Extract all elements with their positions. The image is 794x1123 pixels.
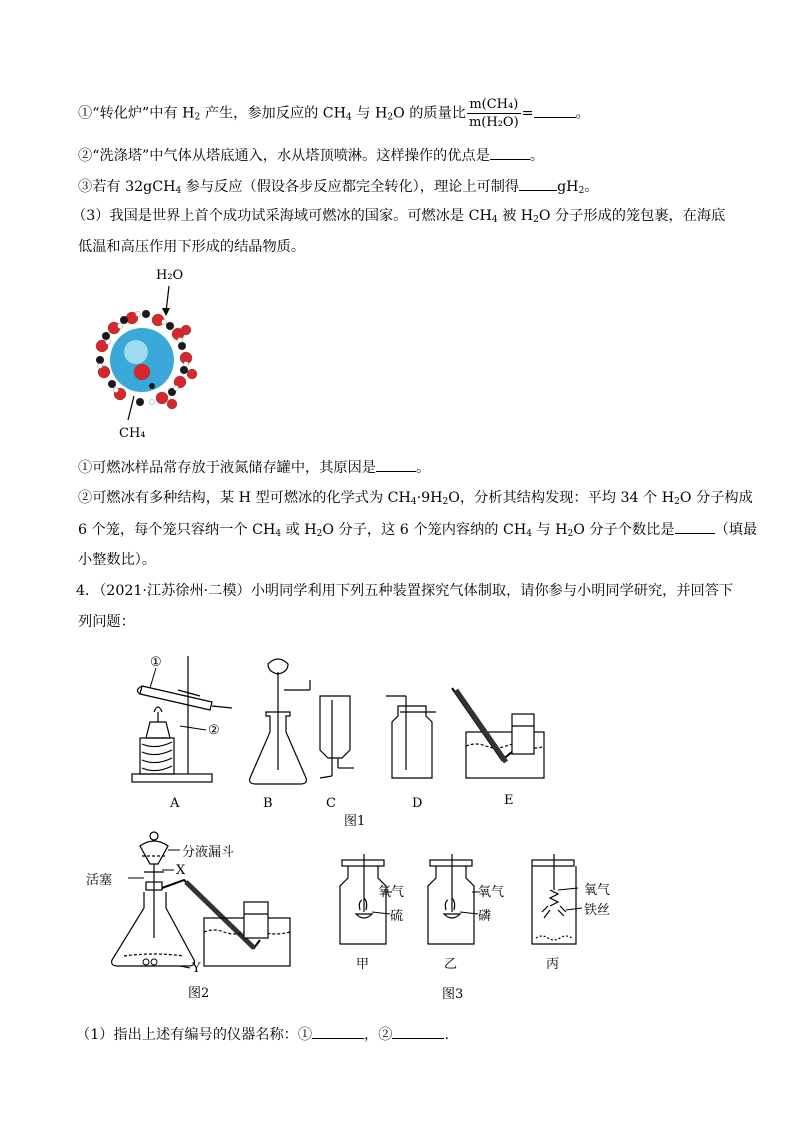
- c2-line3: 小整数比）。: [78, 552, 157, 568]
- text: O 分子个数比是: [573, 522, 675, 538]
- text: 产生，参加反应的 CH: [200, 105, 346, 122]
- answer-blank[interactable]: [675, 519, 715, 534]
- hydrate-cage-figure: [76, 262, 216, 444]
- text: ·9H: [416, 490, 443, 506]
- sub: 2: [567, 529, 574, 539]
- marker-1: ①: [150, 655, 162, 670]
- q-ratio-line: [78, 96, 590, 131]
- mass-ratio-fraction: [467, 96, 521, 131]
- text: ，: [364, 1027, 379, 1043]
- text: ①: [297, 1027, 313, 1043]
- fig2-x-label: X: [176, 863, 186, 878]
- sub: 2: [194, 112, 201, 123]
- text: 。: [584, 179, 599, 195]
- sub: 4: [410, 497, 417, 507]
- text: （1）指出上述有编号的仪器名称：: [76, 1027, 298, 1043]
- text: 与 H: [351, 105, 388, 122]
- text: 被 H: [497, 208, 534, 224]
- answer-blank[interactable]: [376, 457, 416, 472]
- q-wash-line: [78, 145, 544, 166]
- h2o-label: H₂O: [156, 268, 184, 283]
- answer-blank[interactable]: [490, 145, 530, 160]
- fig2-valve-label: 活塞: [86, 873, 113, 888]
- text: .: [444, 1027, 449, 1043]
- text: O 的质量比: [393, 105, 466, 122]
- fig3-item-iron-wire: 铁丝: [584, 903, 611, 918]
- answer-blank[interactable]: [534, 103, 576, 118]
- s3-line1: [72, 206, 725, 226]
- text: 。: [529, 148, 544, 164]
- text: ①可燃冰样品常存放于液氮储存罐中，其原因是: [78, 460, 376, 476]
- s3-line2: 低温和高压作用下形成的结晶物质。: [78, 239, 306, 255]
- text: 或 H: [281, 522, 317, 538]
- fig3-gas-2: 氧气: [478, 885, 505, 900]
- text: 。: [415, 460, 431, 476]
- fig3-item-sulfur: 硫: [390, 909, 404, 924]
- text: ②“洗涤塔”中气体从塔底通入，水从塔顶喷淋。这样操作的优点是: [78, 148, 490, 164]
- fig3-label-jia: 甲: [356, 957, 370, 972]
- c2-line2: [78, 519, 757, 540]
- fig3-label-bing: 丙: [546, 957, 560, 972]
- fraction-numerator: m(CH₄): [467, 96, 521, 114]
- figure-3-combustion: [328, 850, 628, 1006]
- fig2-caption: 图2: [188, 986, 210, 1001]
- sub: 2: [578, 186, 585, 196]
- fig1-label-e: E: [504, 793, 514, 808]
- sub: 2: [533, 215, 539, 225]
- answer-blank[interactable]: [519, 176, 557, 191]
- text: 与 H: [531, 522, 568, 538]
- q4-line2: 列问题：: [78, 614, 135, 630]
- marker-2: ②: [208, 723, 220, 738]
- text: O，分析其结构发现：平均 34 个 H: [448, 490, 675, 506]
- fig1-label-d: D: [412, 796, 423, 811]
- sub: 2: [674, 497, 680, 507]
- q-yield-line: [78, 176, 599, 197]
- q4-line1: 4．（2021·江苏徐州·二模）小明同学利用下列五种装置探究气体制取，请你参与小明同学研究，并回答下: [76, 583, 734, 599]
- c1-line: [78, 457, 430, 478]
- figure-1-apparatus: [120, 650, 560, 835]
- fig3-caption: 图3: [442, 987, 464, 1002]
- q4-sub1-line: [76, 1024, 449, 1045]
- text: gH: [557, 179, 579, 195]
- ch4-label: CH₄: [119, 426, 146, 441]
- text: O 分子形成的笼包裹，在海底: [538, 208, 726, 224]
- fig3-item-phosphorus: 磷: [478, 909, 492, 924]
- text: =: [521, 105, 534, 122]
- text: 。: [575, 105, 590, 122]
- answer-blank-2[interactable]: [392, 1024, 444, 1039]
- fig2-y-label: Y: [192, 961, 201, 976]
- c2-line1: [78, 488, 753, 508]
- answer-blank-1[interactable]: [312, 1024, 364, 1039]
- fraction-denominator: m(H₂O): [468, 115, 519, 130]
- fig1-label-a: A: [170, 796, 180, 811]
- sub: 4: [175, 186, 182, 196]
- fig3-gas-3: 氧气: [584, 883, 611, 898]
- text: ③若有 32gCH: [78, 179, 176, 195]
- text: （填最: [714, 522, 758, 538]
- fig3-gas-1: 氧气: [378, 885, 405, 900]
- text: ①“转化炉”中有 H: [78, 105, 195, 122]
- sub: 4: [526, 529, 532, 539]
- sub: 2: [442, 497, 449, 507]
- figure-2-apparatus: [84, 826, 294, 1006]
- sub: 4: [275, 529, 282, 539]
- text: ②: [378, 1027, 393, 1043]
- fig1-label-b: B: [263, 796, 273, 811]
- text: O 分子构成: [679, 490, 753, 506]
- text: （3）我国是世界上首个成功试采海域可燃冰的国家。可燃冰是 CH: [72, 208, 492, 224]
- text: O 分子，这 6 个笼内容纳的 CH: [322, 522, 527, 538]
- sub: 4: [491, 215, 498, 225]
- fig2-funnel-label: 分液漏斗: [182, 845, 235, 860]
- fig1-label-c: C: [326, 796, 336, 811]
- text: ②可燃冰有多种结构，某 H 型可燃冰的化学式为 CH: [78, 490, 411, 506]
- text: 6 个笼，每个笼只容纳一个 CH: [78, 522, 276, 538]
- text: 参与反应（假设各步反应都完全转化），理论上可制得: [181, 179, 520, 195]
- sub: 2: [387, 112, 394, 123]
- cage-molecule-svg: [76, 262, 216, 444]
- sub: 2: [316, 529, 323, 539]
- sub: 4: [346, 112, 352, 123]
- fig3-label-yi: 乙: [444, 957, 458, 972]
- fig1-caption: 图1: [344, 814, 366, 829]
